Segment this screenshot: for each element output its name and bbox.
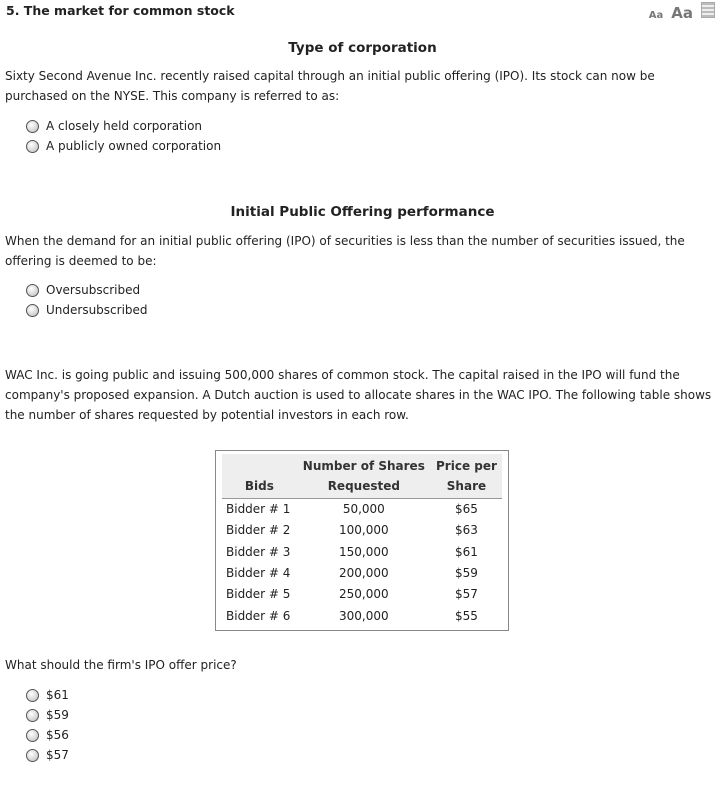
radio-button[interactable] [26,284,39,297]
radio-button[interactable] [26,140,39,153]
bidder-cell: Bidder # 1 [226,502,291,517]
radio-option[interactable] [26,685,69,705]
radio-button[interactable] [26,729,39,742]
document-icon[interactable] [701,2,715,18]
toolbar [649,2,715,22]
question-title: 5. The market for common stock [6,3,235,18]
price-cell: $65 [455,502,478,517]
radio-button[interactable] [26,304,39,317]
price-cell: $57 [455,587,478,602]
radio-button[interactable] [26,709,39,722]
table-row [222,520,502,541]
question-text [5,231,705,271]
text-line: purchased on the NYSE. This company is referred to as: [5,89,340,103]
scenario-text [5,365,712,425]
bidder-cell: Bidder # 5 [226,587,291,602]
header-bids: Bids [222,454,297,499]
text-line: When the demand for an initial public offering (IPO) of securities is less than the number of securities issued, the [5,234,685,248]
radio-option[interactable] [26,116,202,136]
shares-cell: 200,000 [339,566,389,581]
font-size-large-button[interactable]: Aa [671,4,693,22]
price-cell: $55 [455,608,478,623]
option-label: $59 [46,708,69,722]
option-label: Oversubscribed [46,283,141,297]
table-row [222,499,502,520]
shares-cell: 100,000 [339,523,389,538]
text-line: company's proposed expansion. A Dutch auction is used to allocate shares in the WAC IPO. The following table shows [5,388,712,402]
table-row [222,606,502,627]
table-row [222,584,502,605]
text-line: the number of shares requested by potential investors in each row. [5,408,409,422]
radio-button[interactable] [26,749,39,762]
price-cell: $63 [455,523,478,538]
section-heading: Initial Public Offering performance [230,204,495,220]
font-size-small-button[interactable]: Aa [648,10,664,21]
header-line: Requested [327,479,400,493]
price-cell: $59 [455,566,478,581]
radio-button[interactable] [26,120,39,133]
radio-button[interactable] [26,689,39,702]
text-line: WAC Inc. is going public and issuing 500,000 shares of common stock. The capital raised in the IPO will fund the [5,368,680,382]
option-label: A closely held corporation [46,119,203,133]
text-line: Sixty Second Avenue Inc. recently raised capital through an initial public offering (IPO). Its stock can now be [5,69,655,83]
table-header-row [222,454,502,499]
shares-cell: 150,000 [339,544,389,559]
header-line: Share [446,479,487,493]
section-heading: Type of corporation [288,40,437,56]
option-label: $61 [46,688,69,702]
bidder-cell: Bidder # 2 [226,523,291,538]
option-label: A publicly owned corporation [46,139,222,153]
table-row [222,542,502,563]
option-label: $56 [46,728,69,742]
radio-option[interactable] [26,300,148,320]
radio-option[interactable] [26,136,221,156]
radio-option[interactable] [26,280,140,300]
bids-table [215,450,509,631]
table-row [222,563,502,584]
bidder-cell: Bidder # 4 [226,566,291,581]
bidder-cell: Bidder # 3 [226,544,291,559]
shares-cell: 300,000 [339,608,389,623]
question-text: What should the firm's IPO offer price? [5,658,237,672]
radio-option[interactable] [26,745,69,765]
question-text [5,66,705,106]
shares-cell: 50,000 [342,502,385,517]
price-cell: $61 [455,544,478,559]
option-label: Undersubscribed [46,303,148,317]
header-price [431,454,502,499]
header-line: Number of Shares [302,459,425,473]
option-label: $57 [46,748,69,762]
radio-option[interactable] [26,705,69,725]
radio-option[interactable] [26,725,69,745]
bidder-cell: Bidder # 6 [226,608,291,623]
shares-cell: 250,000 [339,587,389,602]
header-line: Price per [436,459,497,473]
header-shares [297,454,431,499]
text-line: offering is deemed to be: [5,254,157,268]
